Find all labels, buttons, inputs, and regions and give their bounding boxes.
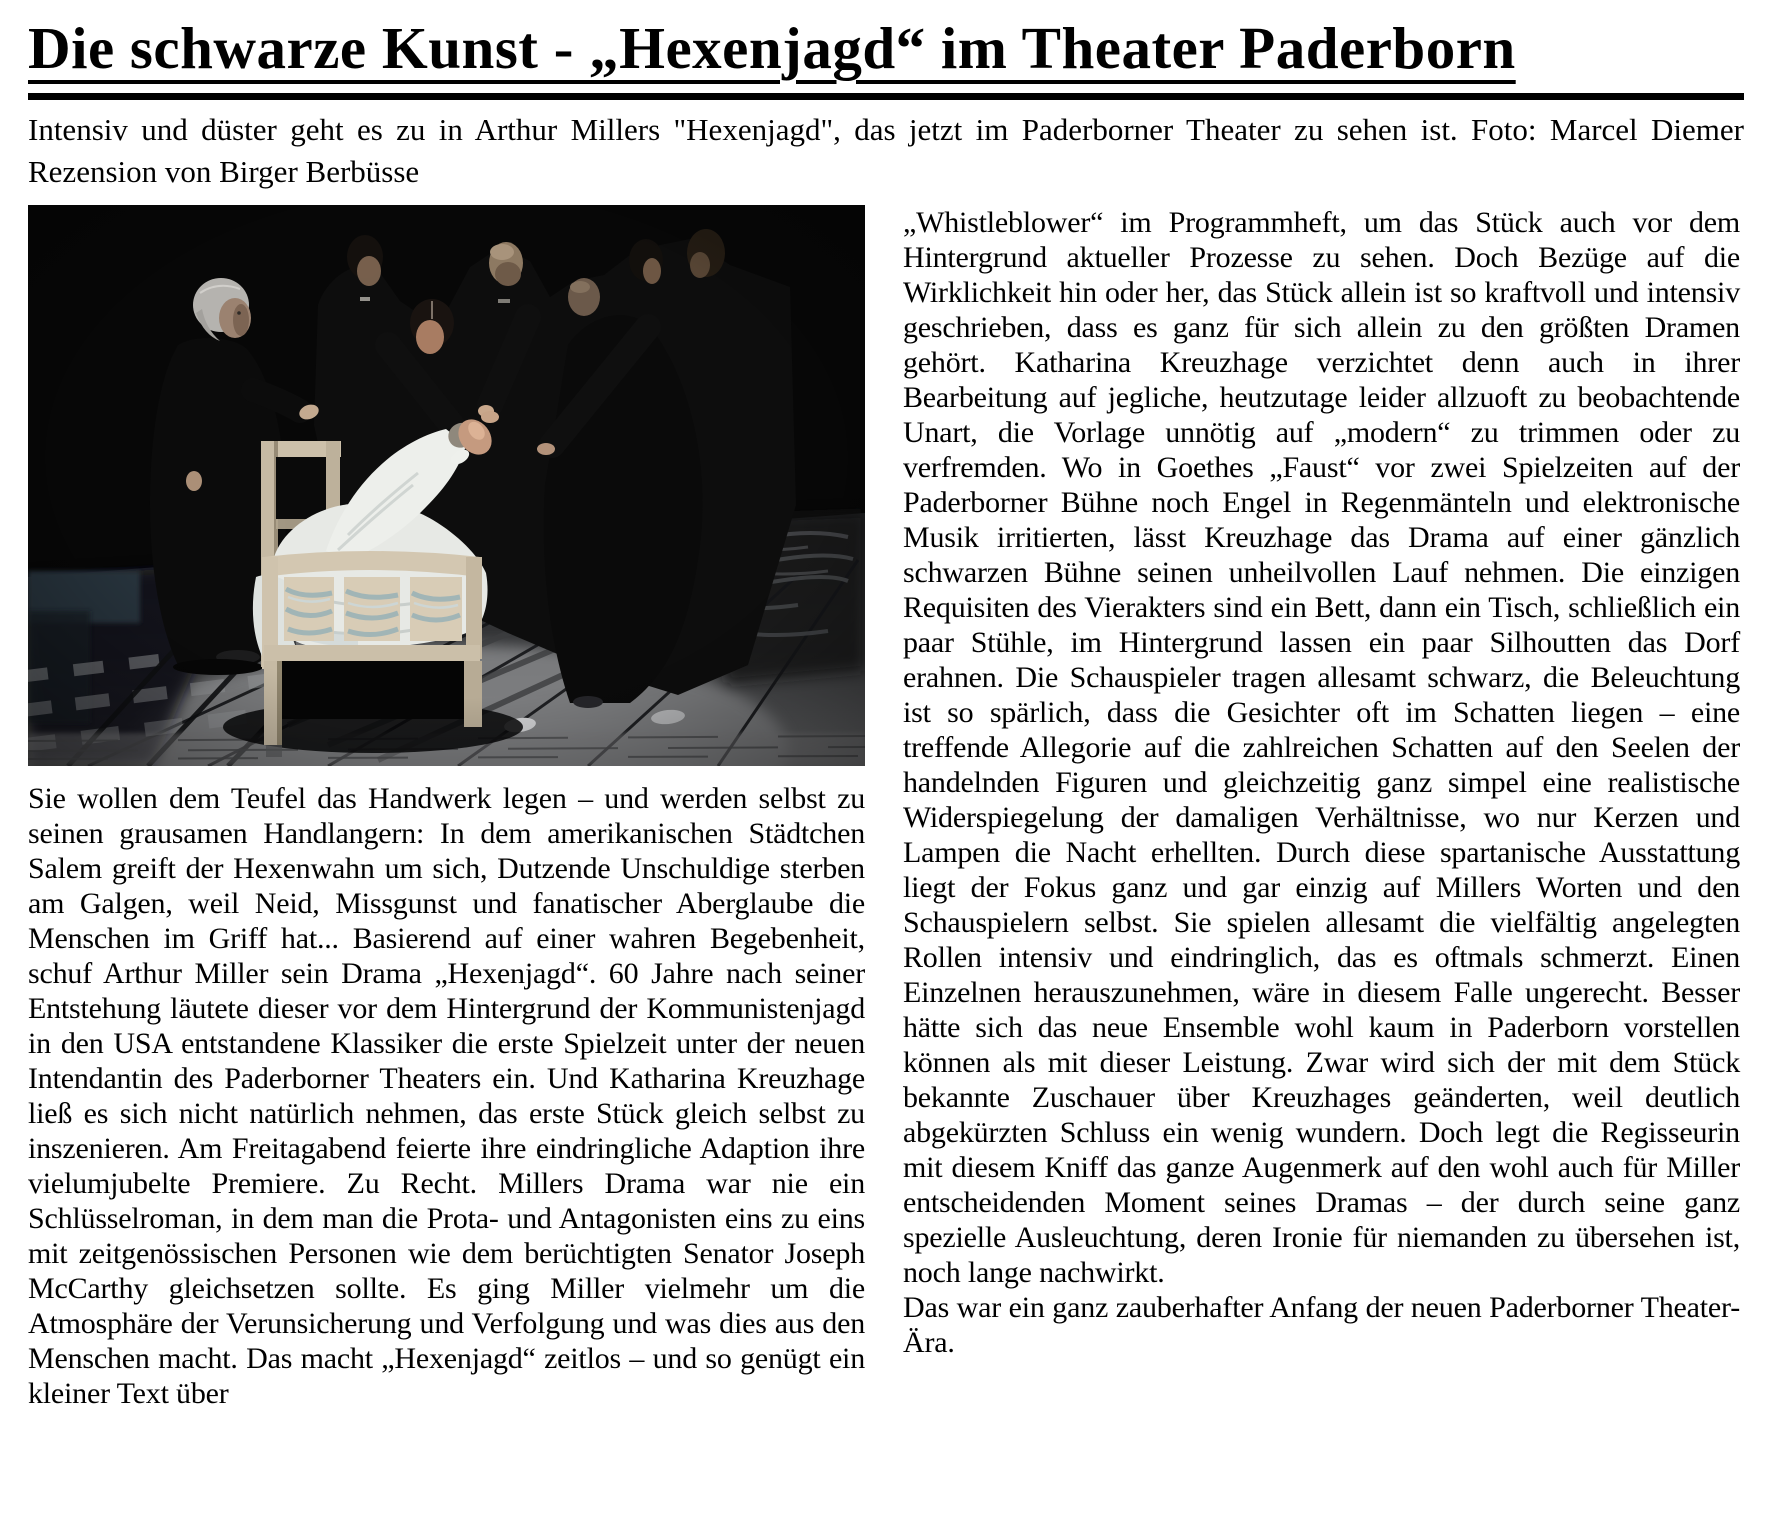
- right-column: [903, 205, 1740, 1411]
- left-column: [28, 205, 865, 1411]
- article-columns: [28, 205, 1744, 1411]
- stage-photo-illustration: [28, 205, 865, 766]
- right-column-paragraph-1: „Whistleblower“ im Programmheft, um das Stück auch vor dem Hintergrund aktueller Prozesse zu sehen. Doch Bezüge auf die Wirklichkeit hin oder her, das Stück allein ist so kraftvoll und intensiv geschrieben, dass es ganz für sich allein zu den größten Dramen gehört. Katharina Kreuzhage verzichtet denn auch in ihrer Bearbeitung auf jegliche, heutzutage leider allzuoft zu beobachtende Unart, die Vorlage unnötig auf „modern“ zu trimmen oder zu verfremden. Wo in Goethes „Faust“ vor zwei Spielzeiten auf der Paderborner Bühne noch Engel in Regenmänteln und elektronische Musik irritierten, lässt Kreuzhage das Drama auf einer gänzlich schwarzen Bühne seinen unheilvollen Lauf nehmen. Die einzigen Requisiten des Vierakters sind ein Bett, dann ein Tisch, schließlich ein paar Stühle, im Hintergrund lassen ein paar Silhoutten das Dorf erahnen. Die Schauspieler tragen allesamt schwarz, die Beleuchtung ist so spärlich, dass die Gesichter oft im Schatten liegen – eine treffende Allegorie auf die zahlreichen Schatten auf den Seelen der handelnden Figuren und gleichzeitig ganz simpel eine realistische Widerspiegelung der damaligen Verhältnisse, wo nur Kerzen und Lampen die Nacht erhellten. Durch diese spartanische Ausstattung liegt der Fokus ganz und gar einzig auf Millers Worten und den Schauspielern selbst. Sie spielen allesamt die vielfältig angelegten Rollen intensiv und eindringlich, das es oftmals schmerzt. Einen Einzelnen herauszunehmen, wäre in diesem Falle ungerecht. Besser hätte sich das neue Ensemble wohl kaum in Paderborn vorstellen können als mit dieser Leistung. Zwar wird sich der mit dem Stück bekannte Zuschauer über Kreuzhages geänderten, weil deutlich abgekürzten Schluss ein wenig wundern. Doch legt die Regisseurin mit diesem Kniff das ganze Augenmerk auf den wohl auch für Miller entscheidenden Moment seines Dramas – der durch seine ganz spezielle Ausleuchtung, deren Ironie für niemanden zu übersehen ist, noch lange nachwirkt.: [903, 206, 1740, 1289]
- stage-photo: [28, 205, 865, 766]
- headline-rule: [28, 93, 1744, 100]
- article-headline: Die schwarze Kunst - „Hexenjagd“ im Theater Paderborn: [28, 15, 1516, 81]
- left-column-text: Sie wollen dem Teufel das Handwerk legen – und werden selbst zu seinen grausamen Handlangern: In dem amerikanischen Städtchen Salem greift der Hexenwahn um sich, Dutzende Unschuldige sterben am Galgen, weil Neid, Missgunst und fanatischer Aberglaube die Menschen im Griff hat... Basierend auf einer wahren Begebenheit, schuf Arthur Miller sein Drama „Hexenjagd“. 60 Jahre nach seiner Entstehung läutete dieser vor dem Hintergrund der Kommunistenjagd in den USA entstandene Klassiker die erste Spielzeit unter der neuen Intendantin des Paderborner Theaters ein. Und Katharina Kreuzhage ließ es sich nicht natürlich nehmen, das erste Stück gleich selbst zu inszenieren. Am Freitagabend feierte ihre eindringliche Adaption ihre vielumjubelte Premiere. Zu Recht. Millers Drama war nie ein Schlüsselroman, in dem man die Prota- und Antagonisten eins zu eins mit zeitgenössischen Personen wie dem berüchtigten Senator Joseph McCarthy gleichsetzen sollte. Es ging Miller vielmehr um die Atmosphäre der Verunsicherung und Verfolgung und was dies aus den Menschen macht. Das macht „Hexenjagd“ zeitlos – und so genügt ein kleiner Text über: [28, 782, 865, 1410]
- photo-vignette: [28, 205, 865, 766]
- right-column-paragraph-2: Das war ein ganz zauberhafter Anfang der neuen Paderborner Theater-Ära.: [903, 1291, 1740, 1359]
- article-subhead: Intensiv und düster geht es zu in Arthur Millers "Hexenjagd", das jetzt im Paderborner Theater zu sehen ist. Foto: Marcel Diemer Rezension von Birger Berbüsse: [28, 112, 1744, 189]
